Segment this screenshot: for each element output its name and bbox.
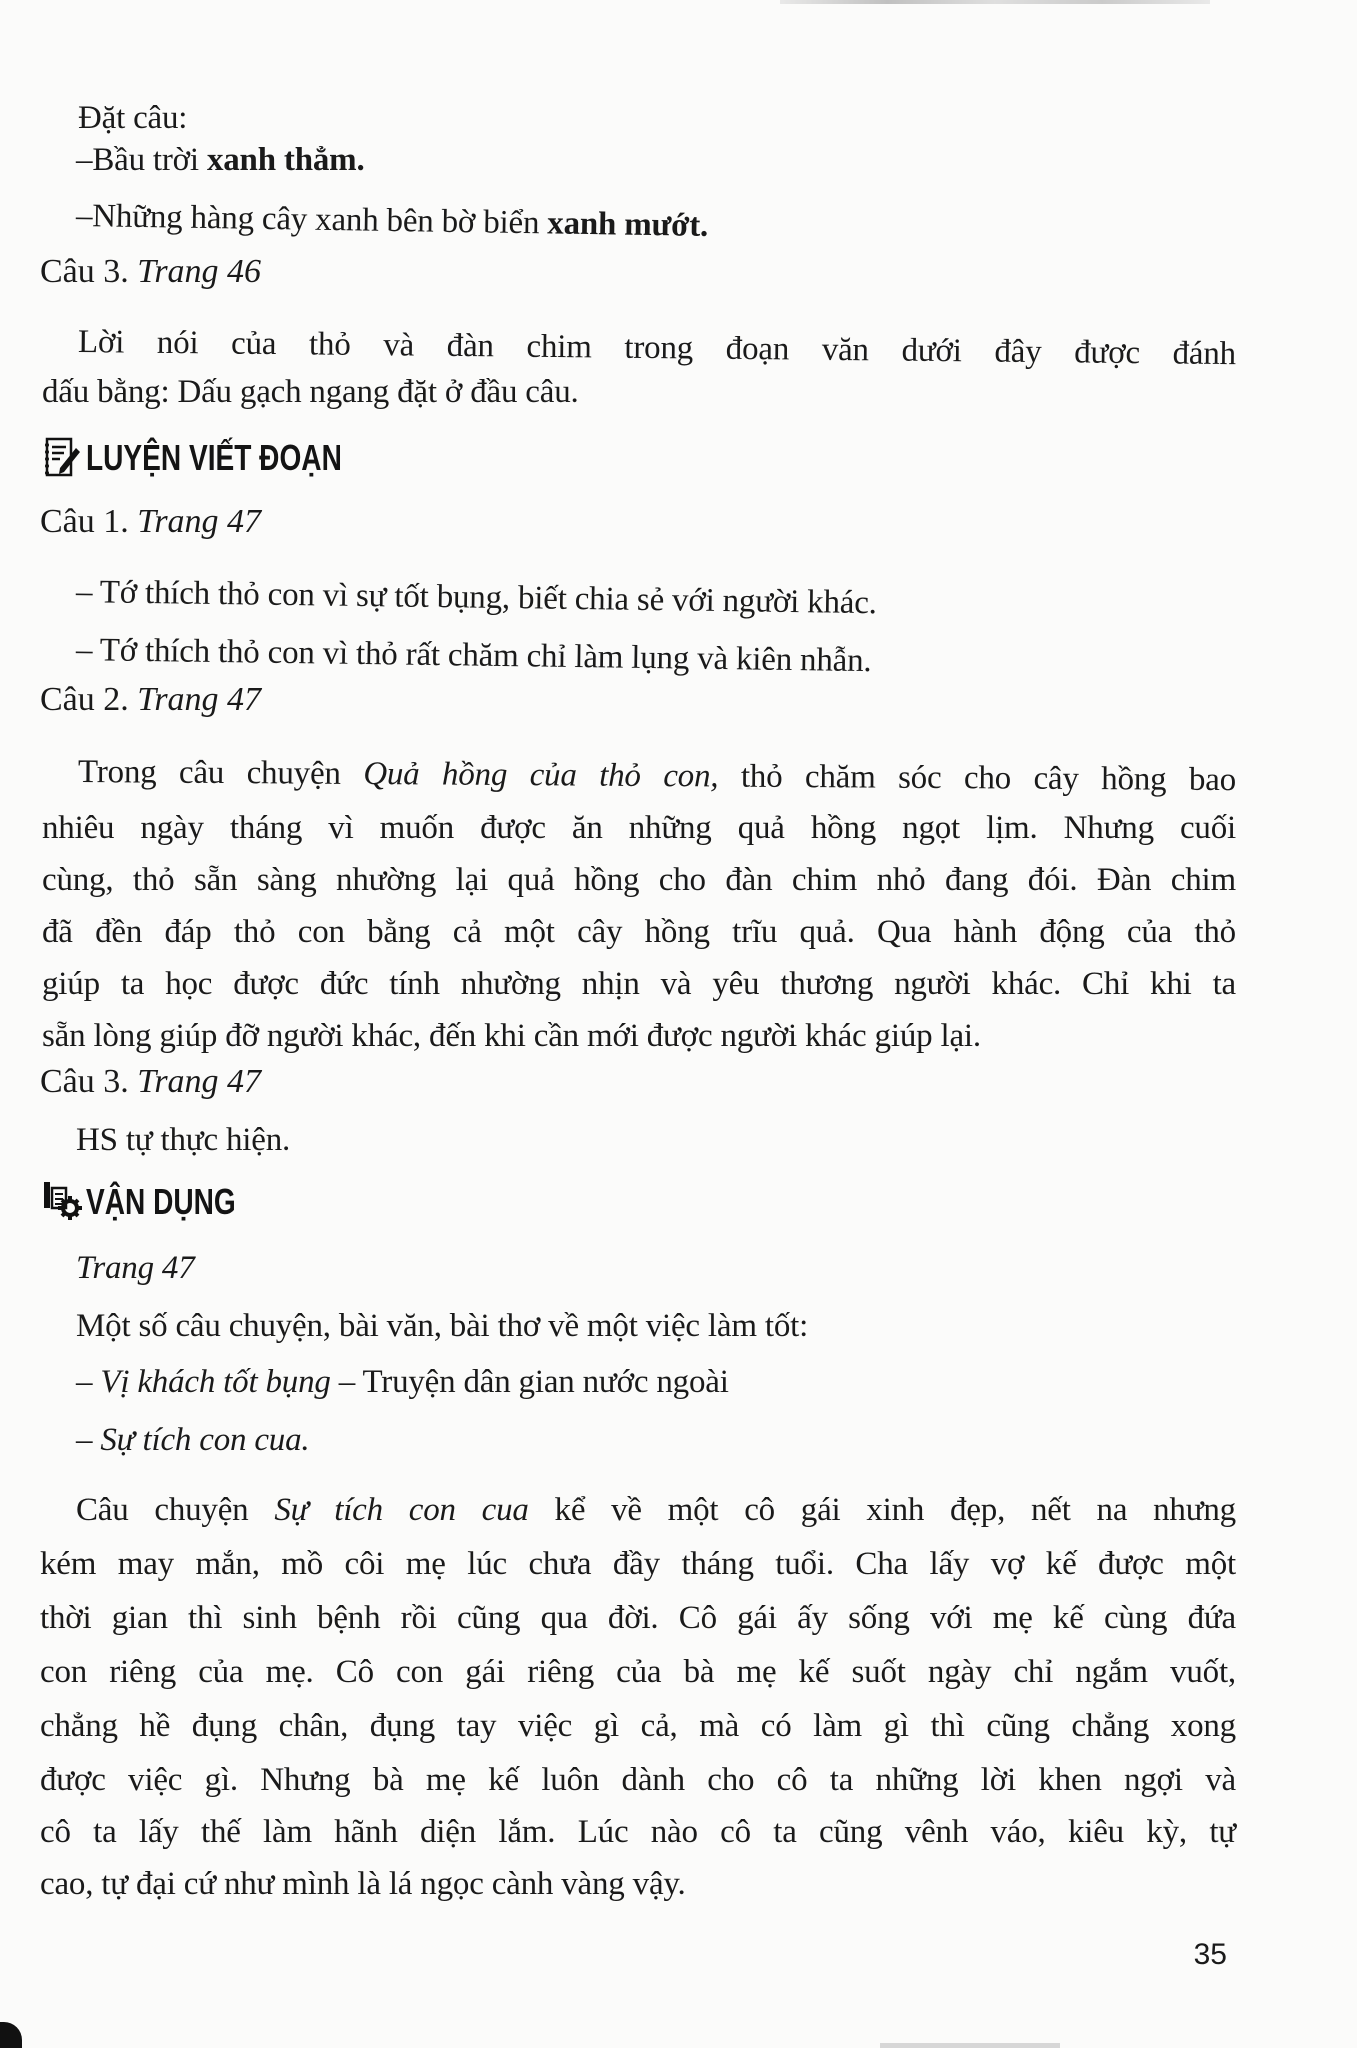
paragraph-line (78, 752, 1236, 800)
question-number: Câu 3. (40, 1063, 129, 1100)
sentence-text: Bầu trời (92, 142, 207, 178)
paragraph-line: chẳng hề đụng chân, đụng tay việc gì cả, mà có làm gì thì cũng chẳng xong (40, 1708, 1236, 1744)
section-heading-apply (42, 1180, 278, 1224)
page-reference: Trang 46 (137, 253, 262, 290)
story-title: Sự tích con cua. (100, 1422, 310, 1458)
story-title: Sự tích con cua (274, 1492, 529, 1528)
text: – Truyện dân gian nước ngoài (330, 1364, 729, 1400)
question-heading (40, 1062, 261, 1102)
answer-line: dấu bằng: Dấu gạch ngang đặt ở đầu câu. (42, 374, 579, 410)
paragraph-line (76, 1490, 1236, 1530)
notebook-pencil-icon (42, 436, 82, 480)
paragraph-line: cô ta lấy thế làm hãnh diện lắm. Lúc nào cô ta cũng vênh váo, kiêu kỳ, tự (40, 1814, 1236, 1850)
paragraph-line: nhiêu ngày tháng vì muốn được ăn những quả hồng ngọt lịm. Nhưng cuối (42, 810, 1236, 846)
page-reference (76, 1248, 195, 1288)
example-sentence-1 (76, 140, 365, 180)
page-reference: Trang 47 (137, 1063, 262, 1100)
page-reference-text: Trang 47 (76, 1250, 195, 1286)
page-corner-shadow (0, 2022, 22, 2048)
page-reference: Trang 47 (137, 503, 262, 540)
page-reference: Trang 47 (137, 681, 262, 718)
page-bottom-edge (880, 2043, 1060, 2048)
question-number: Câu 1. (40, 503, 129, 540)
text: kể về một cô gái xinh đẹp, nết na nhưng (528, 1492, 1236, 1528)
section-title: VẬN DỤNG (86, 1181, 236, 1222)
text: Câu chuyện (76, 1492, 275, 1528)
paragraph-line: kém may mắn, mồ côi mẹ lúc chưa đầy tháng tuổi. Cha lấy vợ kế được một (40, 1546, 1236, 1582)
dash: – (76, 1364, 101, 1400)
list-item (76, 1362, 729, 1402)
answer-line: Lời nói của thỏ và đàn chim trong đoạn văn dưới đây được đánh (77, 324, 1237, 373)
bullet-item: – Tớ thích thỏ con vì thỏ rất chăm chỉ làm lụng và kiên nhẫn. (75, 632, 872, 680)
dash: – (75, 198, 93, 235)
page-number: 35 (1193, 1938, 1227, 1971)
paragraph-line: cao, tự đại cứ như mình là lá ngọc cành vàng vậy. (40, 1866, 686, 1902)
question-heading (40, 252, 261, 292)
document-gear-icon (42, 1180, 82, 1224)
example-sentence-2 (76, 196, 709, 246)
paragraph-line: giúp ta học được đức tính nhường nhịn và yêu thương người khác. Chỉ khi ta (42, 966, 1236, 1002)
paragraph-line: thời gian thì sinh bệnh rồi cũng qua đời. Cô gái ấy sống với mẹ kế cùng đứa (40, 1600, 1236, 1636)
question-number: Câu 3. (40, 253, 129, 290)
paragraph-line: đã đền đáp thỏ con bằng cả một cây hồng trĩu quả. Qua hành động của thỏ (42, 914, 1236, 950)
text: thỏ chăm sóc cho cây hồng bao (718, 758, 1237, 799)
question-heading (40, 680, 261, 720)
story-title: Quả hồng của thỏ con, (363, 755, 719, 795)
bullet-item: – Tớ thích thỏ con vì sự tốt bụng, biết chia sẻ với người khác. (75, 574, 877, 622)
list-item (76, 1420, 309, 1460)
sentence-bold-text: xanh thẳm. (206, 142, 365, 178)
paragraph-line: cùng, thỏ sẵn sàng nhường lại quả hồng cho đàn chim nhỏ đang đói. Đàn chim (42, 862, 1236, 898)
sentence-bold-text: xanh mướt. (547, 205, 709, 244)
paragraph-line: sẵn lòng giúp đỡ người khác, đến khi cần mới được người khác giúp lại. (42, 1018, 981, 1054)
answer-line: HS tự thực hiện. (76, 1122, 291, 1158)
paragraph-line: được việc gì. Nhưng bà mẹ kế luôn dành cho cô ta những lời khen ngợi và (40, 1762, 1236, 1798)
page-top-edge (780, 0, 1210, 4)
story-title: Vị khách tốt bụng (100, 1364, 331, 1400)
question-heading (40, 502, 261, 542)
paragraph-line: con riêng của mẹ. Cô con gái riêng của bà mẹ kế suốt ngày chỉ ngắm vuốt, (40, 1654, 1236, 1690)
dash: – (76, 142, 93, 178)
intro-label: Đặt câu: (78, 100, 188, 136)
question-number: Câu 2. (40, 681, 129, 718)
section-title: LUYỆN VIẾT ĐOẠN (86, 437, 342, 478)
text: Trong câu chuyện (77, 754, 364, 792)
sentence-text: Những hàng cây xanh bên bờ biển (92, 198, 548, 242)
list-intro: Một số câu chuyện, bài văn, bài thơ về một việc làm tốt: (76, 1308, 809, 1344)
section-heading-writing (42, 436, 414, 480)
dash: – (76, 1422, 101, 1458)
